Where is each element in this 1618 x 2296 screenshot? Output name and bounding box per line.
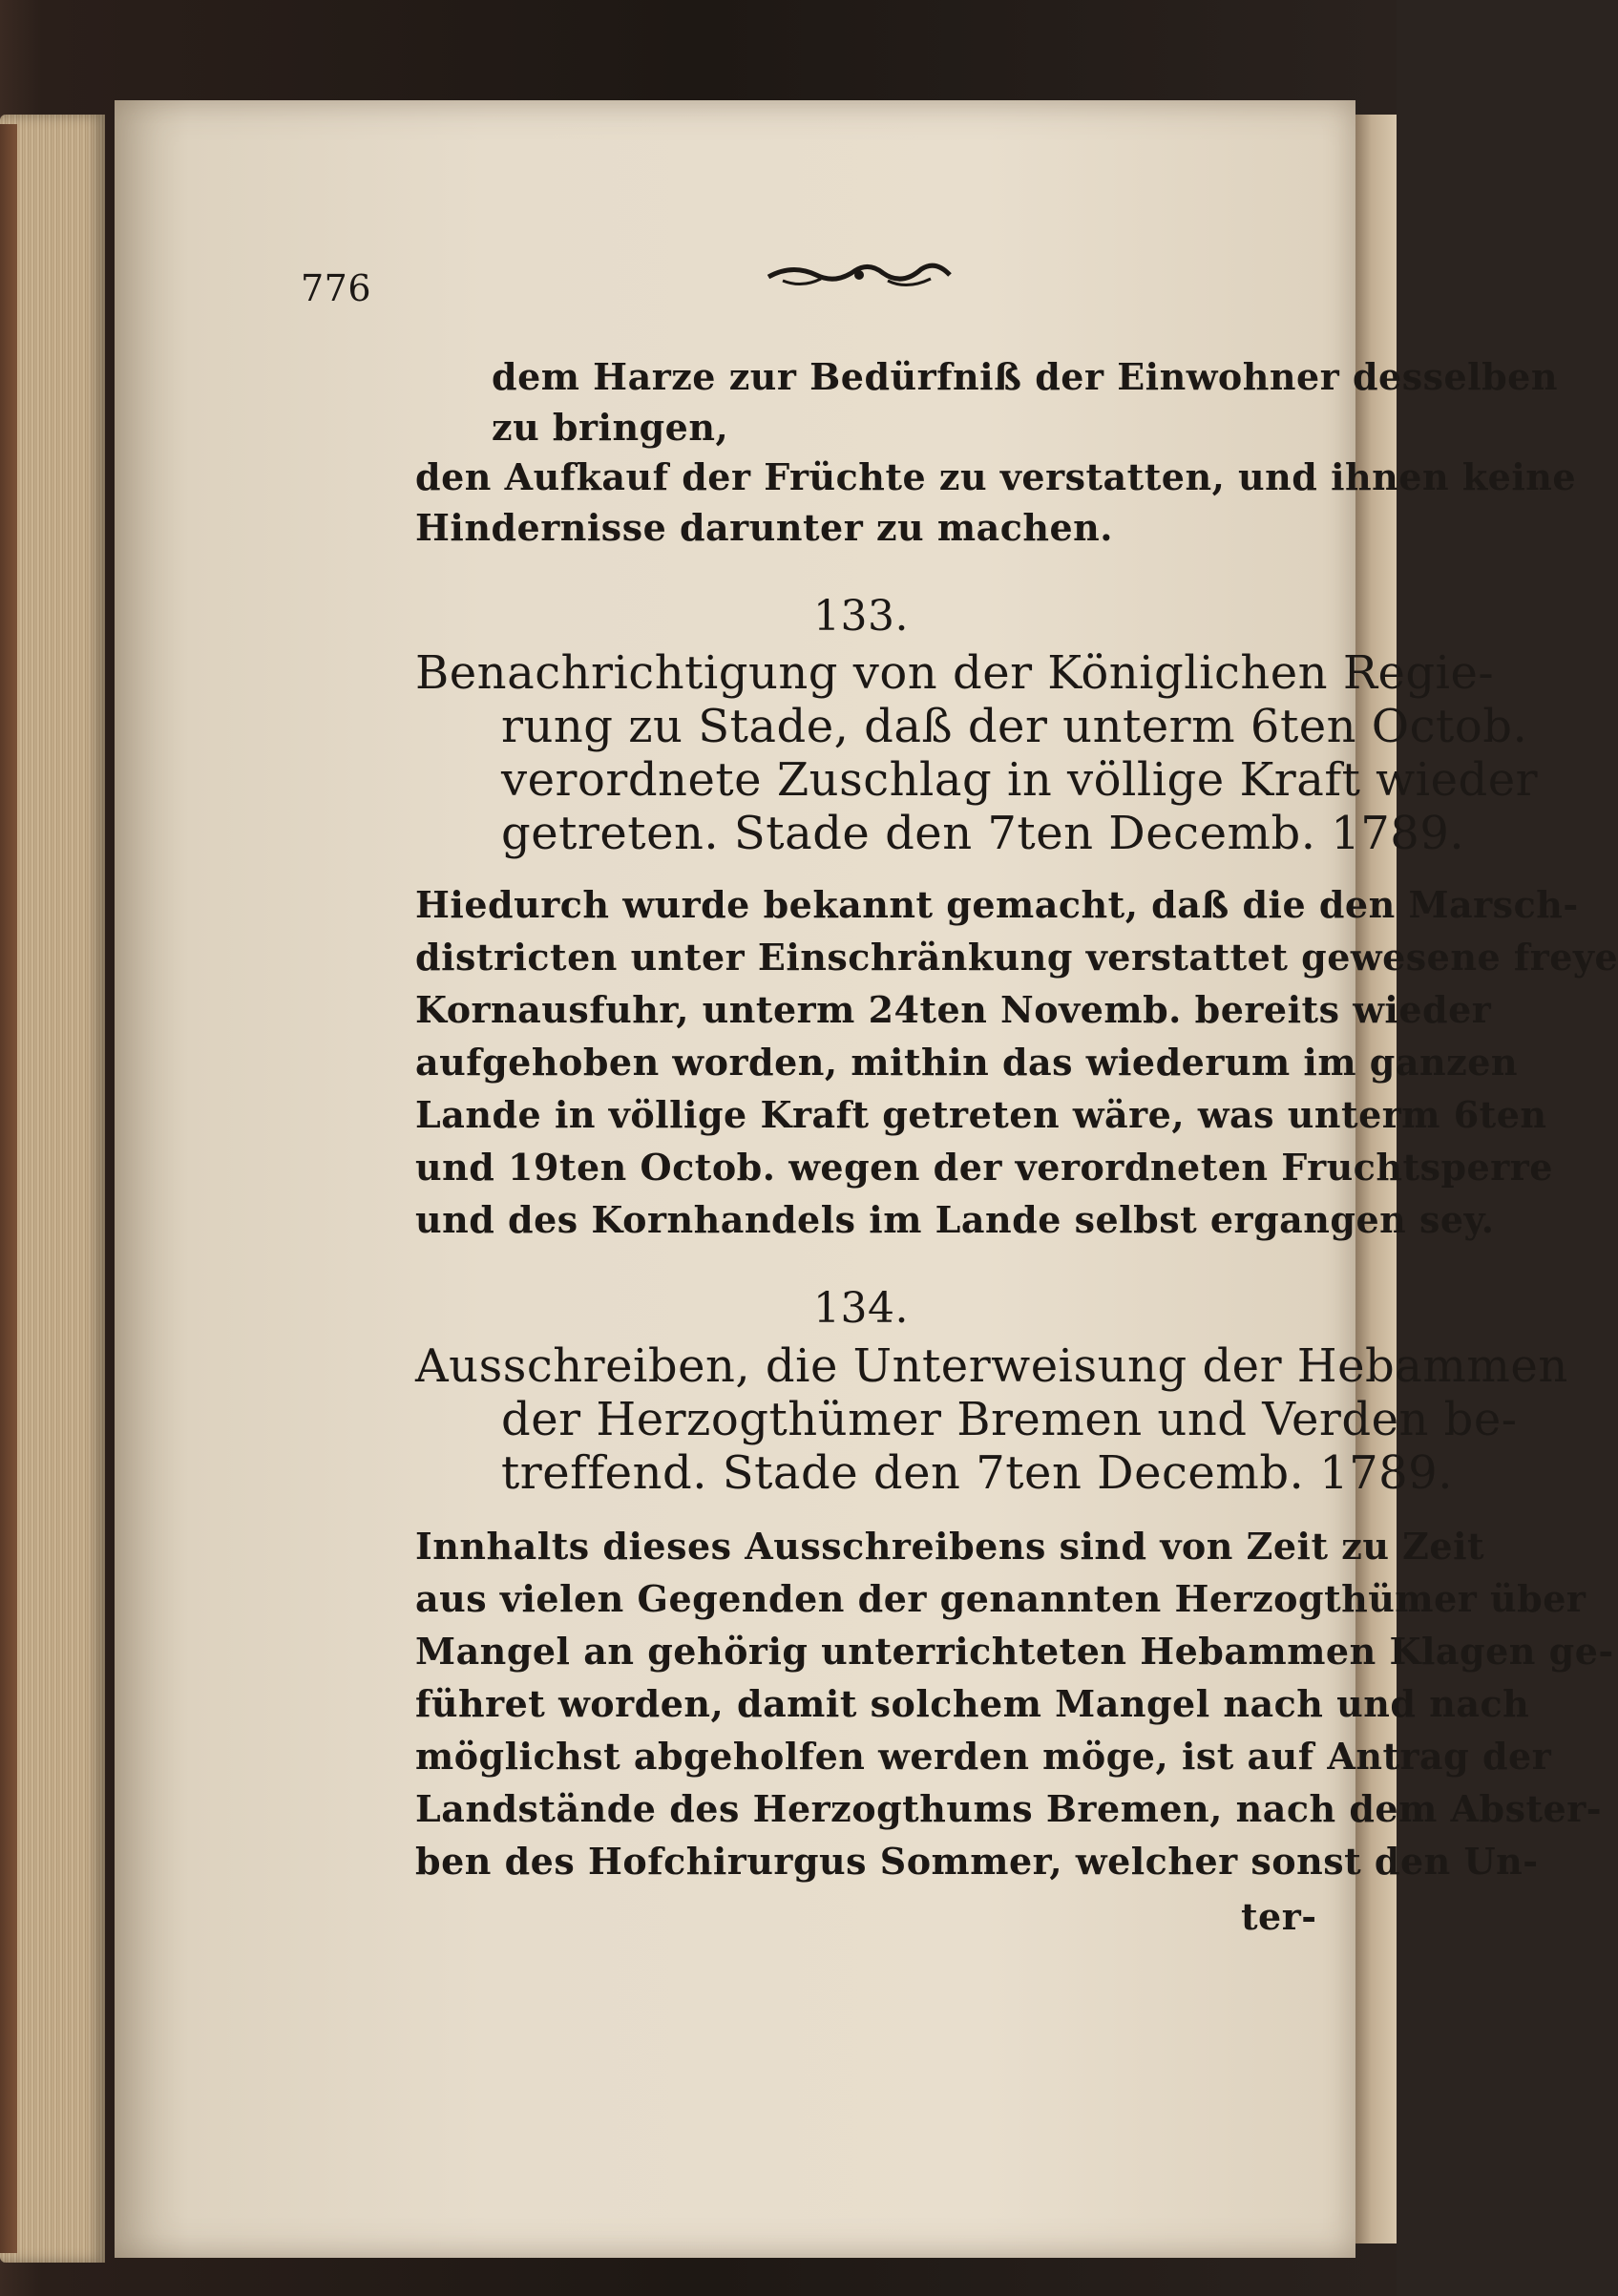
section-number: 133. bbox=[813, 592, 909, 641]
text-line: aufgehoben worden, mithin das wiederum im ganzen bbox=[415, 1041, 1519, 1084]
text-line: Lande in völlige Kraft getreten wäre, was unterm 6ten bbox=[415, 1093, 1547, 1136]
section-heading-line: getreten. Stade den 7ten Decemb. 1789. bbox=[501, 807, 1465, 860]
text-line: dem Harze zur Bedürfniß der Einwohner desselben bbox=[492, 355, 1558, 398]
printer-ornament-icon bbox=[764, 256, 955, 294]
text-line: und des Kornhandels im Lande selbst ergangen sey. bbox=[415, 1198, 1495, 1241]
page-number: 776 bbox=[301, 267, 372, 309]
section-heading-line: verordnete Zuschlag in völlige Kraft wieder bbox=[501, 753, 1539, 807]
text-line: districten unter Einschränkung verstattet gewesene freye bbox=[415, 936, 1618, 979]
text-line: aus vielen Gegenden der genannten Herzogthümer über bbox=[415, 1577, 1586, 1620]
text-line: Landstände des Herzogthums Bremen, nach dem Abster- bbox=[415, 1787, 1603, 1830]
catchword: ter- bbox=[1241, 1895, 1317, 1938]
text-line: Hindernisse darunter zu machen. bbox=[415, 506, 1114, 549]
section-heading-line: treffend. Stade den 7ten Decemb. 1789. bbox=[501, 1446, 1453, 1500]
text-line: und 19ten Octob. wegen der verordneten Fruchtsperre bbox=[415, 1146, 1553, 1189]
book-binding bbox=[0, 124, 17, 2253]
section-number: 134. bbox=[813, 1284, 909, 1333]
section-heading-line: Benachrichtigung von der Königlichen Regie- bbox=[415, 646, 1495, 700]
text-line: den Aufkauf der Früchte zu verstatten, und ihnen keine bbox=[415, 455, 1577, 498]
text-line: Hiedurch wurde bekannt gemacht, daß die den Marsch- bbox=[415, 883, 1579, 926]
section-heading-line: der Herzogthümer Bremen und Verden be- bbox=[501, 1393, 1518, 1446]
text-line: Innhalts dieses Ausschreibens sind von Zeit zu Zeit bbox=[415, 1525, 1485, 1568]
text-line: Kornausfuhr, unterm 24ten Novemb. bereits wieder bbox=[415, 988, 1492, 1031]
text-line: möglichst abgeholfen werden möge, ist auf Antrag der bbox=[415, 1735, 1552, 1778]
section-heading-line: Ausschreiben, die Unterweisung der Hebammen bbox=[415, 1339, 1568, 1393]
text-line: ben des Hofchirurgus Sommer, welcher sonst den Un- bbox=[415, 1840, 1539, 1883]
text-line: führet worden, damit solchem Mangel nach und nach bbox=[415, 1682, 1530, 1725]
text-line: zu bringen, bbox=[492, 406, 729, 449]
section-heading-line: rung zu Stade, daß der unterm 6ten Octob. bbox=[501, 700, 1528, 753]
text-line: Mangel an gehörig unterrichteten Hebammen Klagen ge- bbox=[415, 1630, 1614, 1673]
